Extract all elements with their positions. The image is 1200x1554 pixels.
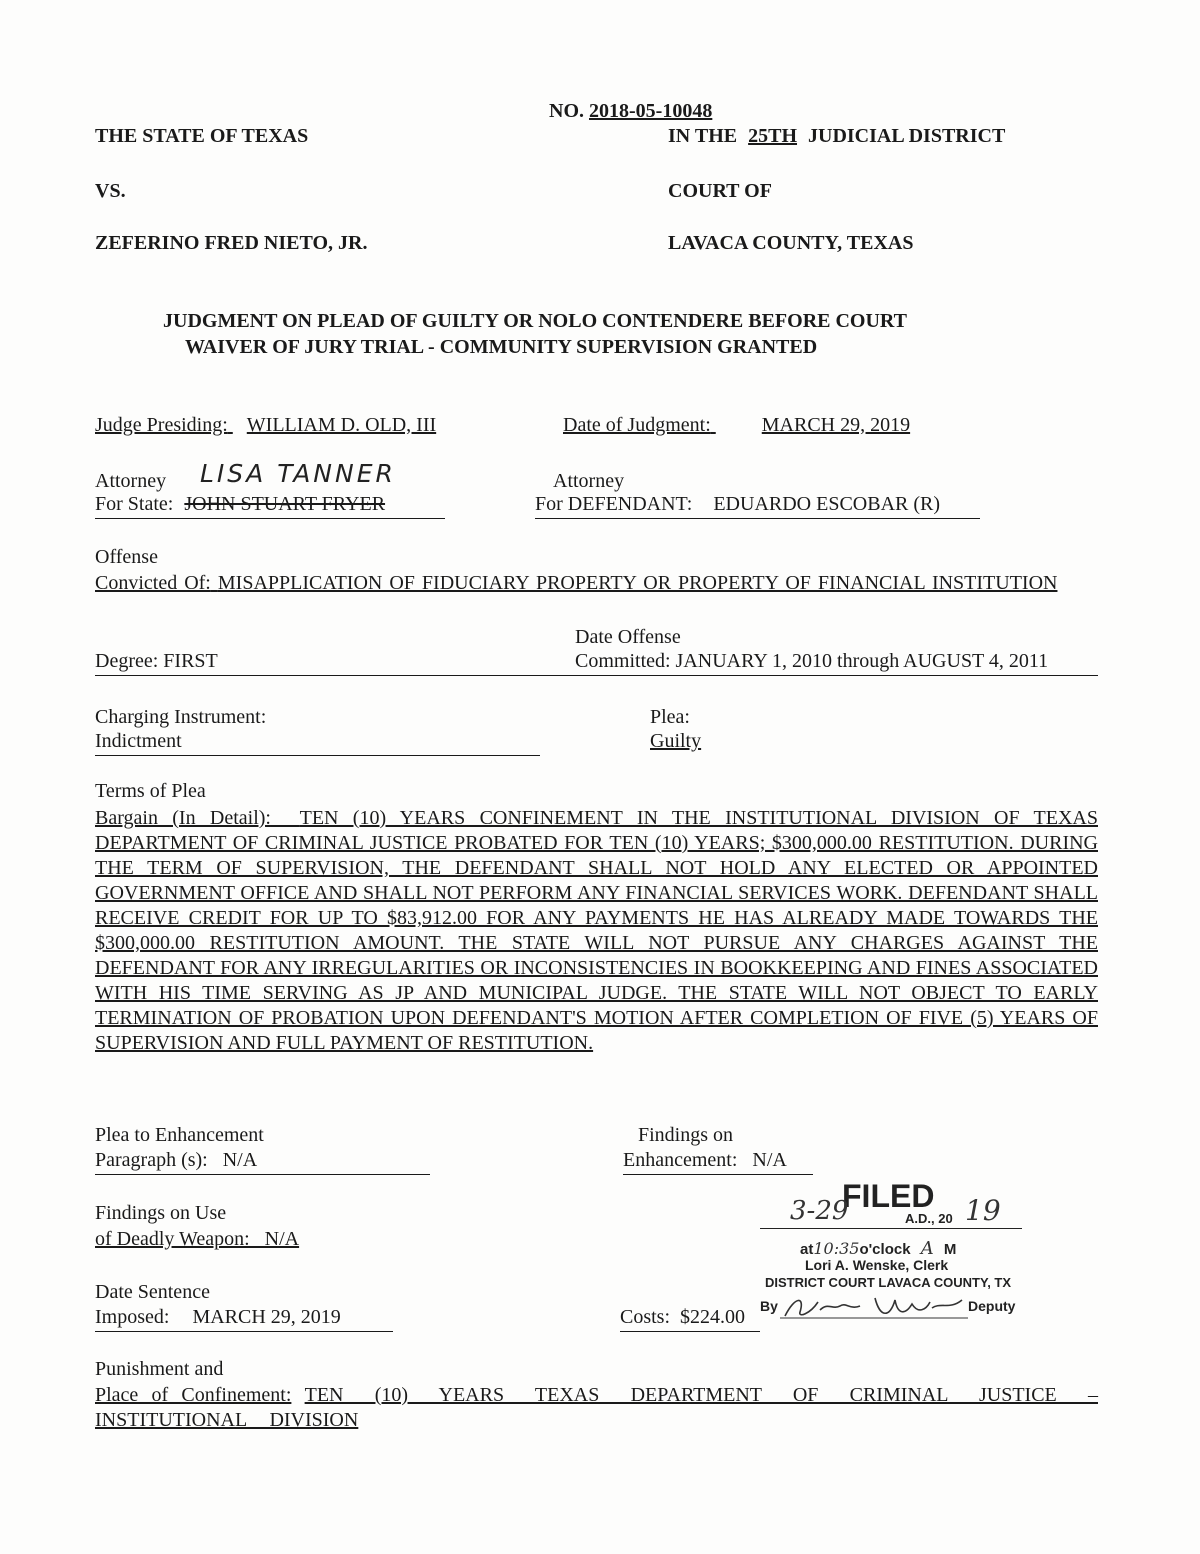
clerk-name: Lori A. Wenske, Clerk <box>805 1257 949 1273</box>
plea-enhancement-label: Plea to Enhancement <box>95 1124 264 1146</box>
imposed-value: MARCH 29, 2019 <box>192 1306 341 1328</box>
committed-value: Committed: JANUARY 1, 2010 through AUGUST 4, 2011 <box>575 650 1049 672</box>
bargain-text: TEN (10) YEARS CONFINEMENT IN THE INSTITUTIONAL DIVISION OF TEXAS DEPARTMENT OF CRIMINAL JUSTICE PROBATED FOR TEN (10) YEARS; $300,000.00 RESTITUTION. DURING THE TERM OF SUPERVISION, THE DEFENDANT SHALL NOT HOLD ANY ELECTED OR APPOINTED GOVERNMENT OFFICE AND SHALL NOT PERFORM ANY FINANCIAL SERVICES WORK. DEFENDANT SHALL RECEIVE CREDIT FOR UP TO $83,912.00 FOR ANY PAYMENTS HE HAS ALREADY MADE TOWARDS THE $300,000.00 RESTITUTION AMOUNT. THE STATE WILL NOT PURSUE ANY CHARGES AGAINST THE DEFENDANT FOR ANY IRREGULARITIES OR INCONSISTENCIES IN BOOKKEEPING AND FINES ASSOCIATED WITH HIS TIME SERVING AS JP AND MUNICIPAL JUDGE. THE STATE WILL NOT OBJECT TO EARLY TERMINATION OF PROBATION UPON DEFENDANT'S MOTION AFTER COMPLETION OF FIVE (5) YEARS OF SUPERVISION AND FULL PAYMENT OF RESTITUTION. <box>95 807 1098 1054</box>
date-sentence-label: Date Sentence <box>95 1281 210 1303</box>
judicial-district-label: JUDICIAL DISTRICT <box>808 125 1006 147</box>
filed-oclock-label: o'clock <box>859 1241 911 1258</box>
plea-enhancement-value: Paragraph (s): N/A <box>95 1149 430 1175</box>
judge-presiding <box>95 414 436 437</box>
county: LAVACA COUNTY, TEXAS <box>668 232 914 254</box>
case-number-label: NO. <box>549 100 584 122</box>
district-value: 25TH <box>748 125 798 147</box>
imposed-label: Imposed: <box>95 1306 170 1328</box>
filed-ampm-handwritten: A <box>920 1238 934 1259</box>
deadly-weapon-label: Findings on Use <box>95 1202 227 1224</box>
judge-name: WILLIAM D. OLD, III <box>246 414 437 436</box>
in-the-label: IN THE <box>668 125 738 147</box>
convicted-of-label: Convicted Of: <box>95 572 211 594</box>
judgment-date-value: MARCH 29, 2019 <box>761 414 911 436</box>
filed-time-handwritten: 10:35 <box>813 1239 860 1258</box>
clerk-court: DISTRICT COURT LAVACA COUNTY, TX <box>765 1275 1012 1290</box>
date-offense-label: Date Offense <box>575 626 681 648</box>
degree-row <box>95 650 1098 676</box>
for-state-label: For State: <box>95 493 174 515</box>
filed-time-row <box>800 1238 956 1259</box>
punishment-label: Punishment and <box>95 1358 224 1380</box>
judgment-date-label: Date of Judgment: <box>563 414 711 436</box>
filed-date-line <box>760 1228 1022 1229</box>
charging-instrument-label: Charging Instrument: <box>95 706 267 728</box>
state-attorney-line <box>95 493 445 519</box>
findings-enhancement-label: Findings on <box>638 1124 734 1146</box>
case-number <box>549 100 712 123</box>
filed-date-handwritten: 3-29 <box>790 1196 849 1226</box>
judge-label: Judge Presiding: <box>95 414 228 436</box>
filed-m-label: M <box>943 1241 957 1258</box>
convicted-of <box>95 572 1057 595</box>
charging-instrument-value: Indictment <box>95 730 540 756</box>
deadly-weapon-value: of Deadly Weapon: N/A <box>95 1228 300 1250</box>
filed-year-handwritten: 19 <box>965 1194 1001 1227</box>
convicted-of-value: MISAPPLICATION OF FIDUCIARY PROPERTY OR PROPERTY OF FINANCIAL INSTITUTION <box>217 572 1058 594</box>
place-of-confinement-value: TEN (10) YEARS TEXAS DEPARTMENT OF CRIMINAL JUSTICE – INSTITUTIONAL DIVISION <box>95 1384 1098 1431</box>
defense-attorney-label: Attorney <box>553 470 625 492</box>
findings-enhancement-value: Enhancement: N/A <box>623 1149 813 1175</box>
degree-value: Degree: FIRST <box>95 650 218 672</box>
plea-label: Plea: <box>650 706 690 728</box>
costs-value: Costs: $224.00 <box>620 1306 760 1332</box>
title-line1: JUDGMENT ON PLEAD OF GUILTY OR NOLO CONTENDERE BEFORE COURT <box>163 310 908 332</box>
plea-value: Guilty <box>650 730 702 752</box>
state-party: THE STATE OF TEXAS <box>95 125 309 147</box>
filed-ad-label: A.D., 20 <box>905 1211 953 1226</box>
deputy-signature-icon <box>780 1288 970 1324</box>
state-attorney-struck: JOHN STUART FRYER <box>184 493 386 515</box>
place-of-confinement-label: Place of Confinement: <box>95 1384 292 1406</box>
deputy-label: Deputy <box>968 1298 1016 1314</box>
court-of: COURT OF <box>668 180 772 202</box>
state-attorney-label: Attorney <box>95 470 167 492</box>
deputy-by-label: By <box>760 1298 778 1314</box>
offense-label: Offense <box>95 546 158 568</box>
terms-of-plea-label: Terms of Plea <box>95 780 206 802</box>
defense-attorney-line <box>535 493 980 519</box>
defense-attorney-name: EDUARDO ESCOBAR (R) <box>713 493 941 515</box>
state-attorney-handwritten: LISA TANNER <box>200 459 396 488</box>
case-number-value: 2018-05-10048 <box>589 100 713 122</box>
judgment-date <box>563 414 910 437</box>
title-line2: WAIVER OF JURY TRIAL - COMMUNITY SUPERVISION GRANTED <box>185 336 818 358</box>
imposed-row <box>95 1306 393 1332</box>
court-district <box>668 125 1005 148</box>
bargain-label: Bargain (In Detail): <box>95 807 271 829</box>
plea-bargain-paragraph <box>95 806 1098 1056</box>
defendant-name: ZEFERINO FRED NIETO, JR. <box>95 232 368 254</box>
versus: VS. <box>95 180 126 202</box>
filed-at-label: at <box>800 1241 814 1258</box>
filed-stamp-title: FILED <box>842 1178 935 1214</box>
for-defendant-label: For DEFENDANT: <box>535 493 693 515</box>
place-of-confinement <box>95 1383 1098 1433</box>
